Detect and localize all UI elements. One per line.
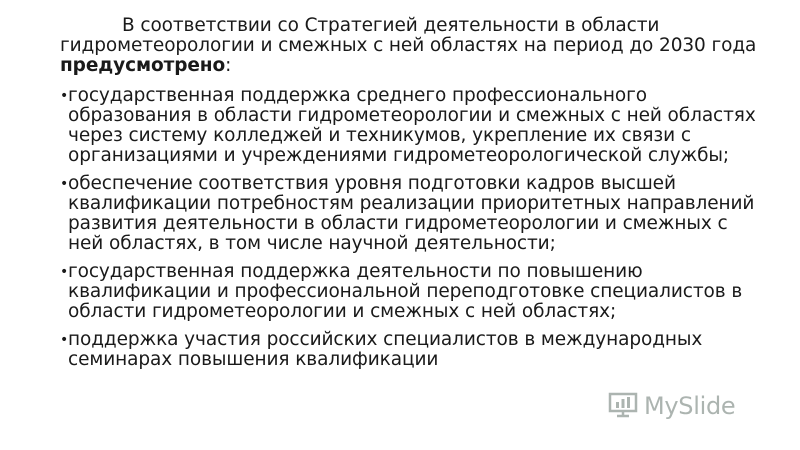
bullet-dot: • <box>60 176 69 192</box>
intro-paragraph <box>60 16 760 76</box>
bullet-text: государственная поддержка деятельности по повышению квалификации и профессиональной переподготовке специалистов в области гидрометеорологии и смежных с ней областях; <box>68 261 743 322</box>
watermark-logo <box>608 392 735 420</box>
bullet-text: государственная поддержка среднего профессионального образования в области гидрометеорологии и смежных с ней областях через систему колледжей и техникумов, укрепление их связи с организациями и учреждениями гидрометеорологической службы; <box>68 85 756 166</box>
bullet-item <box>60 262 760 322</box>
intro-colon: : <box>225 55 232 76</box>
bullet-text: обеспечение соответствия уровня подготовки кадров высшей квалификации потребностям реализации приоритетных направлений развития деятельности в области гидрометеорологии и смежных с ней областях, в том числе научной деятельности; <box>68 173 755 254</box>
intro-text: В соответствии со Стратегией деятельности в области гидрометеорологии и смежных с ней областях на период до 2030 года <box>60 15 757 56</box>
bullet-list <box>60 86 760 370</box>
bullet-item <box>60 174 760 254</box>
bullet-dot: • <box>60 88 69 104</box>
bullet-dot: • <box>60 264 69 280</box>
intro-bold-word: предусмотрено <box>60 55 226 76</box>
bullet-dot: • <box>60 332 69 348</box>
bullet-item <box>60 86 760 166</box>
bullet-item <box>60 330 760 370</box>
slide-content <box>60 16 760 378</box>
watermark-text: MySlide <box>644 392 736 420</box>
bullet-text: поддержка участия российских специалистов в международных семинарах повышения квалификации <box>68 329 703 370</box>
slide-presentation-icon <box>608 390 638 422</box>
